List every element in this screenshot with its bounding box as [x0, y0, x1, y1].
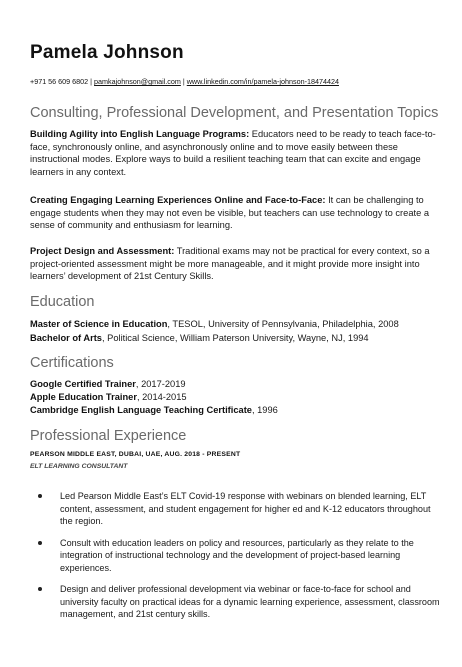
certification-detail: , 1996 [251, 405, 278, 415]
bullet-text: Consult with education leaders on policy and resources, particularly as they relate to the integration of instructional technology and the development of project-based learning experiences. [60, 537, 414, 573]
email-link[interactable]: pamkajohnson@gmail.com [94, 77, 181, 86]
experience-bullets [30, 490, 440, 630]
certification-detail: , 2017-2019 [135, 379, 186, 389]
experience-bullet [30, 490, 440, 528]
certification-name: Cambridge English Language Teaching Certificate [30, 405, 252, 415]
experience-bullet [30, 537, 440, 575]
experience-bullet [30, 583, 440, 621]
bullet-dot-icon [38, 494, 42, 498]
section-title-experience: Professional Experience [30, 428, 187, 444]
topic-item [30, 245, 440, 283]
degree-name: Bachelor of Arts [30, 333, 102, 343]
certification-item [30, 391, 187, 404]
topic-item [30, 128, 440, 178]
section-title-education: Education [30, 294, 95, 310]
topic-text: Traditional exams may not be practical for every context, so a project-oriented assessment might be more manageable, and it might provide more insight into learners’ development of 21st Century Skills. [30, 246, 430, 282]
certification-name: Apple Education Trainer [30, 392, 137, 402]
education-item [30, 318, 399, 331]
topic-item [30, 194, 440, 232]
topic-heading: Project Design and Assessment: [30, 246, 175, 256]
section-title-topics: Consulting, Professional Development, and Presentation Topics [30, 105, 439, 121]
bullet-text: Led Pearson Middle East’s ELT Covid-19 response with webinars on blended learning, ELT content, assessment, and student engagement for higher ed and K-12 educators throughout the region. [60, 491, 431, 527]
bullet-text: Design and deliver professional development via webinar or face-to-face for school and university faculty on practical ideas for a dynamic learning experience, assessment, classroom management, and 21st century skills. [60, 584, 440, 620]
certification-name: Google Certified Trainer [30, 379, 136, 389]
bullet-dot-icon [38, 587, 42, 591]
job-role: ELT LEARNING CONSULTANT [30, 463, 128, 470]
degree-detail: , Political Science, William Paterson University, Wayne, NJ, 1994 [101, 333, 369, 343]
topic-heading: Building Agility into English Language Programs: [30, 129, 250, 139]
topic-text: Educators need to be ready to teach face-to-face, synchronously online, and asynchronously online and to move easily between these instructional modes. Explore ways to build a resilient teaching team that can excite and engage learners in any context. [30, 129, 436, 177]
degree-name: Master of Science in Education [30, 319, 168, 329]
phone-number: +971 56 609 6802 [30, 77, 89, 86]
section-title-certifications: Certifications [30, 355, 114, 371]
topic-heading: Creating Engaging Learning Experiences Online and Face-to-Face: [30, 195, 326, 205]
bullet-dot-icon [38, 541, 42, 545]
contact-line [30, 77, 339, 86]
job-heading: PEARSON MIDDLE EAST, DUBAI, UAE, AUG. 2018 - PRESENT [30, 451, 241, 458]
certification-item [30, 378, 186, 391]
education-item [30, 332, 369, 345]
certification-detail: , 2014-2015 [136, 392, 187, 402]
degree-detail: , TESOL, University of Pennsylvania, Philadelphia, 2008 [167, 319, 399, 329]
candidate-name: Pamela Johnson [30, 42, 184, 63]
contact-separator: | [180, 77, 187, 86]
contact-separator: | [88, 77, 95, 86]
topic-text: It can be challenging to engage students when they may not even be visible, but teachers can use technology to create a sense of community and enthusiasm for learning. [30, 195, 429, 231]
certification-item [30, 404, 278, 417]
linkedin-link[interactable]: www.linkedin.com/in/pamela-johnson-18474424 [186, 77, 339, 86]
